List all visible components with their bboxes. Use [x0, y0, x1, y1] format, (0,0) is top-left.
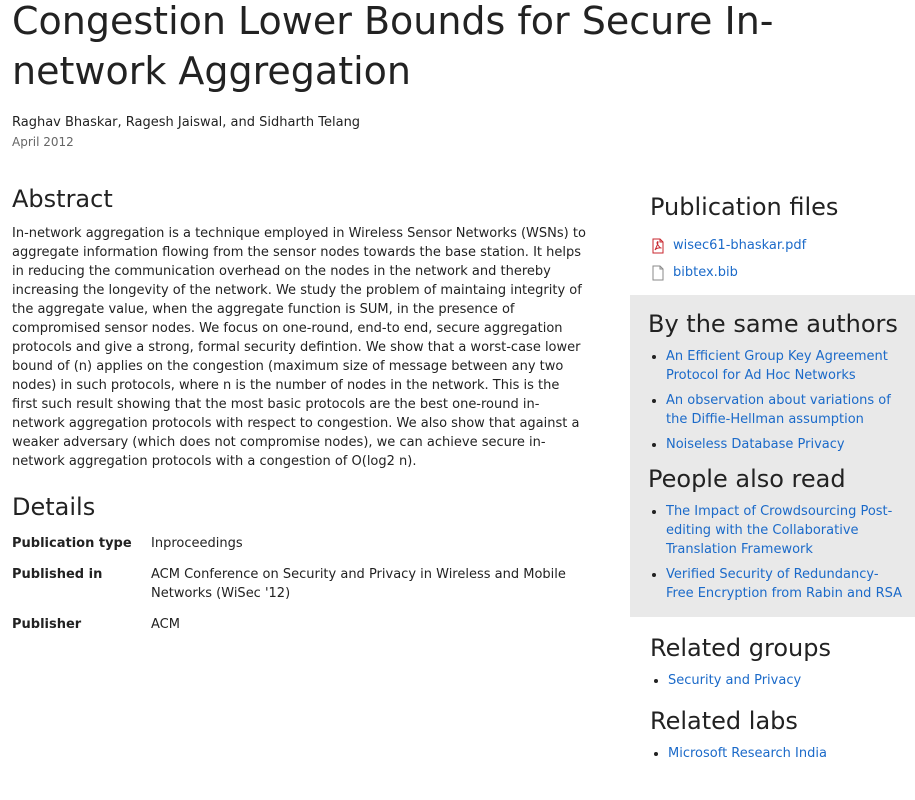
list-item: [666, 391, 905, 429]
sidebar: [630, 190, 915, 769]
list-item: [668, 671, 915, 690]
page-title: Congestion Lower Bounds for Secure In-network Aggregation: [12, 0, 774, 93]
same-author-link[interactable]: An observation about variations of the Diffie-Hellman assumption: [666, 393, 891, 427]
list-item: [666, 347, 905, 385]
authors: Raghav Bhaskar, Ragesh Jaiswal, and Sidharth Telang: [12, 115, 361, 130]
also-read-link[interactable]: Verified Security of Redundancy-Free Encryption from Rabin and RSA: [666, 567, 902, 601]
file-list: [650, 232, 915, 286]
details-table: [12, 534, 587, 634]
file-link-bib[interactable]: bibtex.bib: [673, 265, 738, 280]
detail-key: Publication type: [12, 536, 132, 551]
detail-value: ACM Conference on Security and Privacy in Wireless and Mobile Networks (WiSec '12): [151, 567, 566, 601]
list-item: [666, 565, 905, 603]
related-labs-list: [650, 744, 915, 763]
detail-row: [12, 565, 587, 603]
same-authors-heading: By the same authors: [648, 310, 898, 338]
publication-date: April 2012: [12, 135, 74, 149]
same-authors-list: [648, 347, 905, 454]
document-file-icon: [650, 265, 666, 281]
related-group-link[interactable]: Security and Privacy: [668, 673, 802, 688]
same-author-link[interactable]: Noiseless Database Privacy: [666, 437, 845, 452]
same-author-link[interactable]: An Efficient Group Key Agreement Protocol for Ad Hoc Networks: [666, 349, 888, 383]
abstract-heading: Abstract: [12, 185, 113, 213]
also-read-heading: People also read: [648, 465, 846, 493]
related-labs-heading: Related labs: [650, 707, 798, 735]
main-content: [12, 182, 587, 646]
related-groups: [630, 631, 915, 690]
pdf-file-icon: [650, 238, 666, 254]
abstract-text: In-network aggregation is a technique employed in Wireless Sensor Networks (WSNs) to aggregate information flowing from the sensor nodes towards the base station. It helps in reducing the communication overhead on the nodes in the network and thereby increasing the longevity of the network. We study the problem of maintaing integrity of the aggregate value, when the aggregate function is SUM, in the presence of compromised sensor nodes. We focus on one-round, end-to end, secure aggregation protocols and give a strong, formal security defintion. We show that a worst-case lower bound of (n) applies on the congestion (maximum size of message between any two nodes) in such protocols, where n is the number of nodes in the network. This is the first such result showing that the most basic protocols are the best one-round in-network aggregation protocols with respect to congestion. We also show that against a weaker adversary (which does not compromise nodes), we can achieve secure in-network aggregation protocols with a congestion of O(log2 n).: [12, 226, 586, 469]
related-labs: [630, 704, 915, 763]
detail-key: Published in: [12, 567, 103, 582]
detail-row: [12, 615, 587, 634]
file-item: [650, 259, 915, 286]
also-read-link[interactable]: The Impact of Crowdsourcing Post-editing with the Collaborative Translation Framework: [666, 504, 893, 557]
related-box: [630, 295, 915, 617]
related-lab-link[interactable]: Microsoft Research India: [668, 746, 827, 761]
list-item: [668, 744, 915, 763]
file-link-pdf[interactable]: wisec61-bhaskar.pdf: [673, 238, 807, 253]
file-item: [650, 232, 915, 259]
related-groups-heading: Related groups: [650, 634, 831, 662]
also-read-list: [648, 502, 905, 603]
detail-value: ACM: [151, 617, 180, 632]
publication-files-heading: Publication files: [650, 193, 839, 221]
related-groups-list: [650, 671, 915, 690]
detail-row: [12, 534, 587, 553]
details-heading: Details: [12, 493, 96, 521]
list-item: [666, 435, 905, 454]
detail-value: Inproceedings: [151, 536, 243, 551]
detail-key: Publisher: [12, 617, 82, 632]
list-item: [666, 502, 905, 559]
publication-files: [630, 190, 915, 286]
